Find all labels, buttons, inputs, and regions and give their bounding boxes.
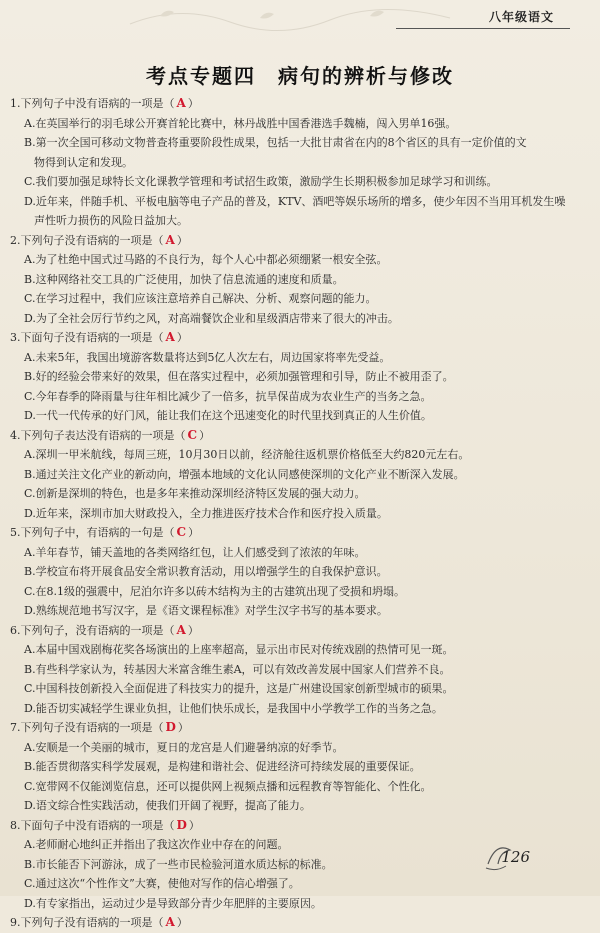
handwritten-answer: C xyxy=(187,427,198,442)
answer-option: A.本届中国戏剧梅花奖各场演出的上座率超高，显示出市民对传统戏剧的热情可见一斑。 xyxy=(24,643,454,656)
answer-option: D.有专家指出，运动过少是导致部分青少年肥胖的主要原因。 xyxy=(24,896,322,910)
question-text: 1.下列句子中没有语病的一项是（ xyxy=(10,97,175,110)
answer-option: C.宽带网不仅能浏览信息，还可以提供网上视频点播和远程教育等智能化、个性化。 xyxy=(24,779,432,793)
answer-option: A.羊年春节，铺天盖地的各类网络红包，让人们感受到了浓浓的年味。 xyxy=(24,545,366,559)
question-stem xyxy=(10,523,582,543)
answer-option: A.为了杜绝中国式过马路的不良行为，每个人心中都必须绷紧一根安全弦。 xyxy=(24,253,388,266)
grade-subject-tag: 八年级语文 xyxy=(488,10,554,24)
handwritten-answer: A xyxy=(176,622,186,637)
answer-option: B.有些科学家认为，转基因大米富含维生素A，可以有效改善发展中国家人们营养不良。 xyxy=(24,662,451,676)
answer-option: B.这种网络社交工具的广泛使用，加快了信息流通的速度和质量。 xyxy=(24,272,344,286)
question-bracket-close: ） xyxy=(177,721,189,734)
handwritten-answer: A xyxy=(176,96,186,110)
question-text: 6.下列句子，没有语病的一项是（ xyxy=(10,623,175,637)
question-text: 8.下面句子中没有语病的一项是（ xyxy=(10,818,175,832)
answer-option: B.第一次全国可移动文物普查将重要阶段性成果，包括一大批甘肃省在内的8个省区的具有一定价值的文 xyxy=(24,136,527,149)
handwritten-answer: A xyxy=(165,232,175,247)
answer-option: C.创新是深圳的特色，也是多年来推动深圳经济特区发展的强大动力。 xyxy=(24,487,366,500)
answer-option: C.我们要加强足球特长文化课教学管理和考试招生政策，激励学生长期积极参加足球学习和训练。 xyxy=(24,175,498,188)
answer-option: A.安顺是一个美丽的城市，夏日的龙宫是人们避暑纳凉的好季节。 xyxy=(24,740,344,754)
question-stem xyxy=(10,816,582,836)
answer-option: A.在英国举行的羽毛球公开赛首轮比赛中，林丹战胜中国香港选手魏楠，闯入男单16强。 xyxy=(24,116,457,130)
answer-option-continued: 声性听力损伤的风险日益加大。 xyxy=(34,214,188,227)
question-text: 7.下列句子没有语病的一项是（ xyxy=(10,721,164,734)
question-bracket-close: ） xyxy=(187,97,199,110)
answer-option: D.熟练规范地书写汉字，是《语文课程标准》对学生汉字书写的基本要求。 xyxy=(24,604,388,617)
answer-option: C.通过这次“个性作文”大赛，使他对写作的信心增强了。 xyxy=(24,877,300,890)
answer-option: C.在学习过程中，我们应该注意培养自己解决、分析、观察问题的能力。 xyxy=(24,292,377,305)
header-rule xyxy=(396,28,570,29)
question-bracket-close: ） xyxy=(176,916,188,929)
handwritten-answer: D xyxy=(176,817,187,832)
leaf-decoration-icon xyxy=(120,4,480,34)
question-stem xyxy=(10,913,582,933)
question-text: 3.下面句子没有语病的一项是（ xyxy=(10,331,164,344)
answer-option: B.市长能否下河游泳，成了一些市民检验河道水质达标的标准。 xyxy=(24,857,333,871)
answer-option: C.今年春季的降雨量与往年相比减少了一倍多，抗旱保苗成为农业生产的当务之急。 xyxy=(24,389,432,403)
answer-option: D.近年来，深圳市加大财政投入，全力推进医疗技术合作和医疗投入质量。 xyxy=(24,506,388,520)
answer-option: D.一代一代传承的好门风，能让我们在这个迅速变化的时代里找到真正的人生价值。 xyxy=(24,409,432,422)
answer-option: B.能否贯彻落实科学发展观，是构建和谐社会、促进经济可持续发展的重要保证。 xyxy=(24,760,421,773)
handwritten-answer: C xyxy=(176,525,187,539)
question-text: 5.下列句子中，有语病的一句是（ xyxy=(10,526,175,539)
question-bracket-close: ） xyxy=(176,331,188,344)
answer-option-continued: 物得到认定和发现。 xyxy=(34,155,133,169)
question-stem xyxy=(10,426,582,446)
question-stem xyxy=(10,621,582,641)
question-bracket-close: ） xyxy=(199,428,211,442)
answer-option: A.未来5年，我国出境游客数量将达到5亿人次左右，周边国家将率先受益。 xyxy=(24,350,391,364)
question-bracket-close: ） xyxy=(188,818,200,832)
page-number: 126 xyxy=(501,848,530,866)
answer-option: A.老师耐心地纠正并指出了我这次作业中存在的问题。 xyxy=(24,838,289,851)
answer-option: D.能否切实减轻学生课业负担，让他们快乐成长，是我国中小学教学工作的当务之急。 xyxy=(24,701,443,715)
answer-option: B.好的经验会带来好的效果，但在落实过程中，必须加强管理和引导，防止不被用歪了。 xyxy=(24,370,454,383)
question-text: 9.下列句子没有语病的一项是（ xyxy=(10,916,164,929)
handwritten-answer: A xyxy=(165,915,175,929)
answer-option: B.通过关注文化产业的新动向，增强本地域的文化认同感使深圳的文化产业不断深入发展。 xyxy=(24,467,465,481)
question-bracket-close: ） xyxy=(188,526,200,539)
question-bracket-close: ） xyxy=(176,233,188,247)
answer-option: A.深圳一甲米航线，每周三班，10月30日以前，经济舱往返机票价格低至大约820元左右。 xyxy=(24,448,470,461)
question-stem xyxy=(10,718,582,738)
question-stem xyxy=(10,328,582,348)
question-list xyxy=(10,94,582,933)
question-text: 2.下列句子没有语病的一项是（ xyxy=(10,233,164,247)
answer-option: C.在8.1级的强震中，尼泊尔许多以砖木结构为主的古建筑出现了受损和坍塌。 xyxy=(24,584,406,598)
answer-option: D.近年来，伴随手机、平板电脑等电子产品的普及，KTV、酒吧等娱乐场所的增多，使少年因不当用耳机发生噪 xyxy=(24,194,566,208)
handwritten-answer: A xyxy=(165,330,175,344)
question-stem xyxy=(10,231,582,251)
question-stem xyxy=(10,94,582,114)
handwritten-answer: D xyxy=(165,720,176,734)
answer-option: B.学校宣布将开展食品安全常识教育活动，用以增强学生的自我保护意识。 xyxy=(24,565,388,578)
answer-option: C.中国科技创新投入全面促进了科技实力的提升，这是广州建设国家创新型城市的硕果。 xyxy=(24,682,454,695)
page-title: 考点专题四 病句的辨析与修改 xyxy=(146,64,454,88)
question-bracket-close: ） xyxy=(187,623,199,637)
answer-option: D.为了全社会厉行节约之风，对高端餐饮企业和星级酒店带来了很大的冲击。 xyxy=(24,311,399,325)
answer-option: D.语文综合性实践活动，使我们开阔了视野，提高了能力。 xyxy=(24,799,311,812)
question-text: 4.下列句子表达没有语病的一项是（ xyxy=(10,428,186,442)
